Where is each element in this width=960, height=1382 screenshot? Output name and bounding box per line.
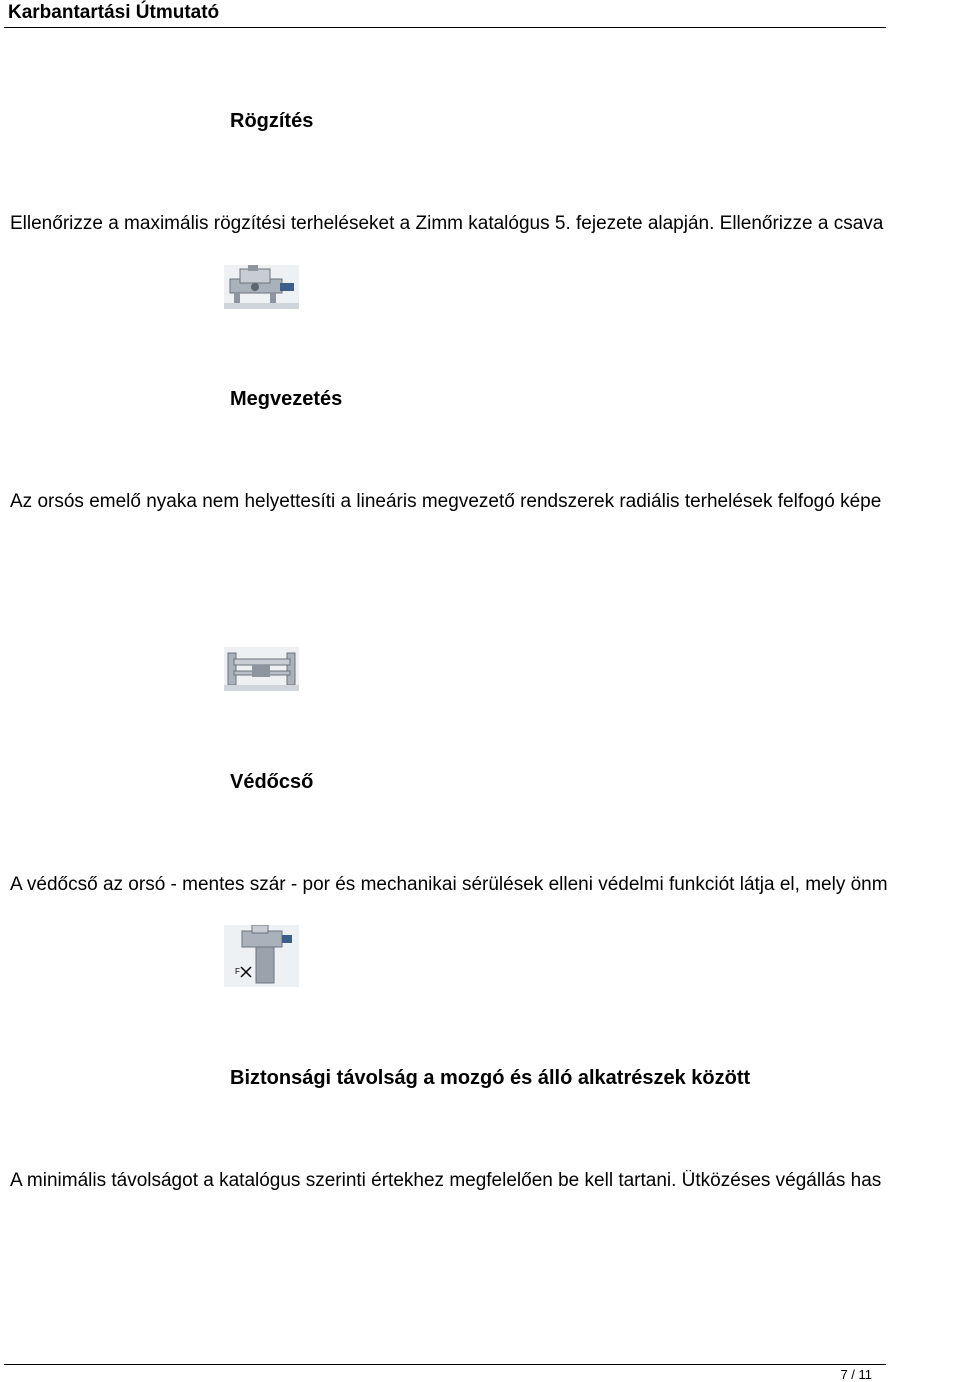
page-number: 7 / 11 [840,1367,872,1382]
linear-guide-system-image [224,647,299,691]
section-text-vedocso: A védőcső az orsó - mentes szár - por és mechanikai sérülések elleni védelmi funkciót látja el, mely önm [10,874,888,895]
section-text-rogzites: Ellenőrizze a maximális rögzítési terheléseket a Zimm katalógus 5. fejezete alapján. Ellenőrizze a csava [10,213,884,234]
footer-divider [4,1364,886,1365]
header-divider [4,27,886,28]
figure-force-label: F [235,967,240,976]
spindle-lift-mounting-image [224,265,299,309]
section-heading-rogzites: Rögzítés [230,110,314,132]
section-text-megvezetes: Az orsós emelő nyaka nem helyettesíti a lineáris megvezető rendszerek radiális terhelések felfogó képe [10,491,882,512]
section-heading-vedocso: Védőcső [230,771,314,793]
section-text-biztonsagi-tavolsag: A minimális távolságot a katalógus szerinti értekhez megfelelően be kell tartani. Ütközéses végállás has [10,1170,882,1191]
section-heading-biztonsagi-tavolsag: Biztonsági távolság a mozgó és álló alkatrészek között [230,1067,751,1089]
document-title: Karbantartási Útmutató [8,2,220,23]
section-heading-megvezetes: Megvezetés [230,388,343,410]
protective-tube-image [224,925,299,987]
